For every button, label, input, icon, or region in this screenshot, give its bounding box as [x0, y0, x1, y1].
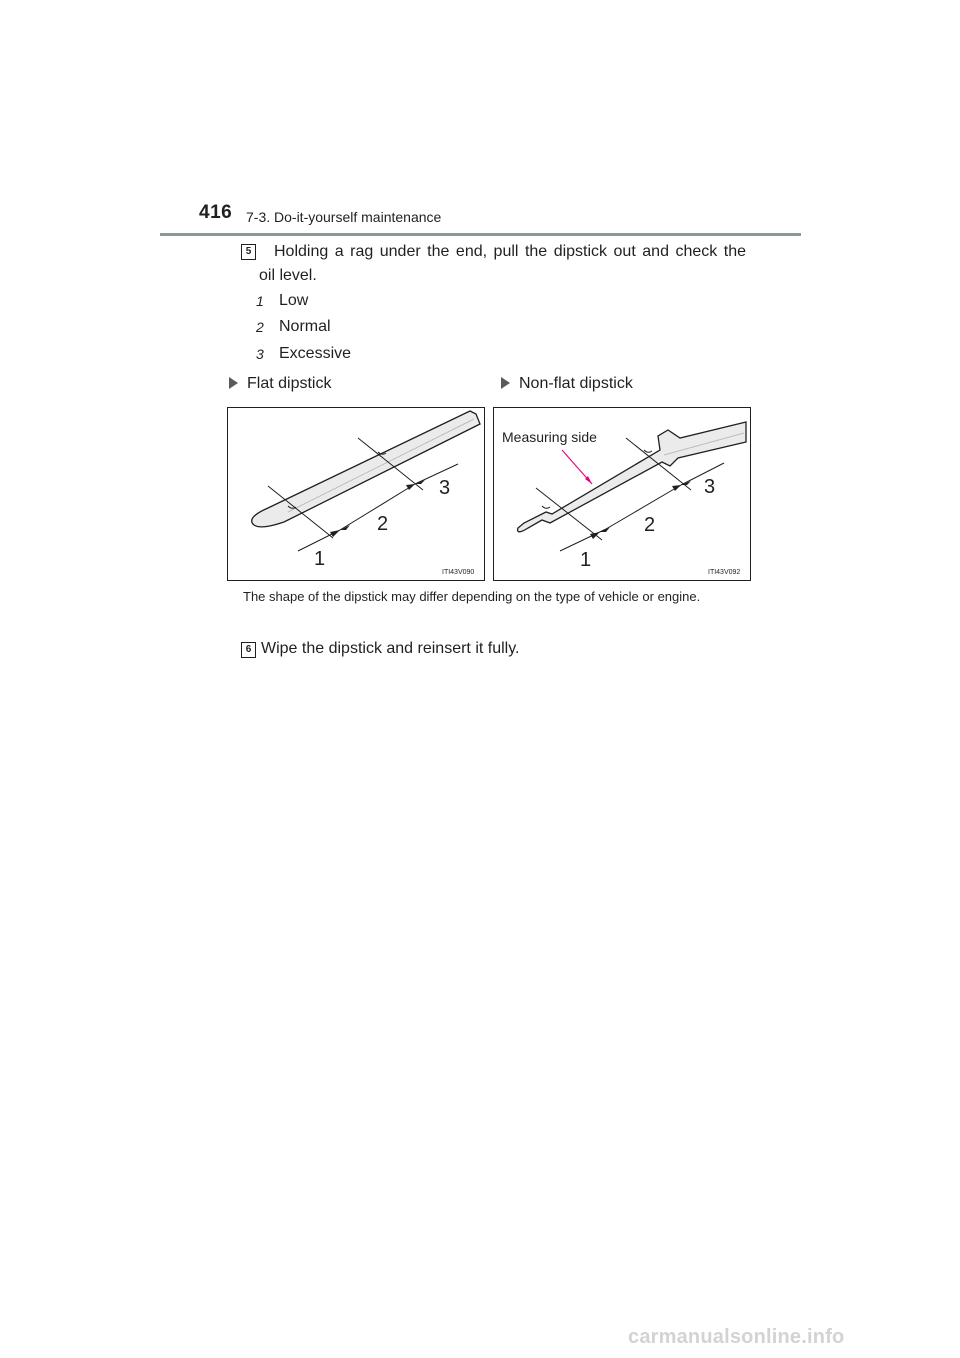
flat-dipstick-illustration — [228, 408, 484, 580]
circled-number-icon — [253, 319, 267, 335]
section-title: 7-3. Do-it-yourself maintenance — [246, 209, 442, 225]
callout-2: 2 — [644, 514, 656, 536]
arrow-1 — [590, 532, 600, 539]
circled-number-icon — [253, 346, 267, 362]
step-number-6: 6 — [241, 642, 256, 658]
level-label-low: Low — [279, 292, 309, 309]
flat-dipstick-figure — [227, 407, 485, 581]
non-flat-dipstick-figure — [493, 407, 751, 581]
dimension-line-3 — [681, 463, 724, 485]
low-mark — [542, 506, 550, 508]
arrow-2 — [340, 525, 350, 530]
triangle-bullet-icon — [501, 377, 510, 389]
arrow-2 — [600, 527, 610, 532]
step-number-5: 5 — [241, 244, 256, 260]
measuring-side-label: Measuring side — [502, 429, 597, 445]
header-rule — [160, 233, 801, 236]
callout-1: 1 — [314, 548, 326, 570]
arrow-3 — [672, 485, 681, 491]
high-mark — [644, 450, 652, 452]
page-number: 416 — [199, 202, 233, 223]
level-label-normal: Normal — [279, 318, 331, 335]
circled-number-3: 3 — [256, 346, 264, 362]
dimension-line-3 — [415, 464, 458, 484]
level-label-excessive: Excessive — [279, 345, 352, 362]
figure-code: ITI43V090 — [442, 569, 475, 576]
callout-1: 1 — [580, 549, 592, 571]
step5-text-line2: oil level. — [259, 267, 317, 284]
footer-watermark: carmanualsonline.info — [628, 1326, 845, 1348]
flat-dipstick-heading: Flat dipstick — [229, 375, 331, 393]
figure-note: The shape of the dipstick may differ depending on the type of vehicle or engine. — [243, 589, 701, 604]
callout-3: 3 — [439, 477, 451, 499]
callout-2: 2 — [377, 513, 389, 535]
circled-number-1: 1 — [256, 293, 264, 309]
callout-3: 3 — [704, 476, 716, 498]
circled-number-2: 2 — [256, 319, 264, 335]
flat-dipstick-shape — [252, 411, 480, 527]
non-flat-dipstick-heading: Non-flat dipstick — [501, 375, 633, 393]
step6-text: Wipe the dipstick and reinsert it fully. — [261, 640, 520, 657]
circled-number-icon — [253, 293, 267, 309]
arrow-1 — [330, 530, 340, 537]
figure-code: ITI43V092 — [708, 569, 741, 576]
step5-text-line1: Holding a rag under the end, pull the dipstick out and check the — [274, 243, 746, 260]
triangle-bullet-icon — [229, 377, 238, 389]
